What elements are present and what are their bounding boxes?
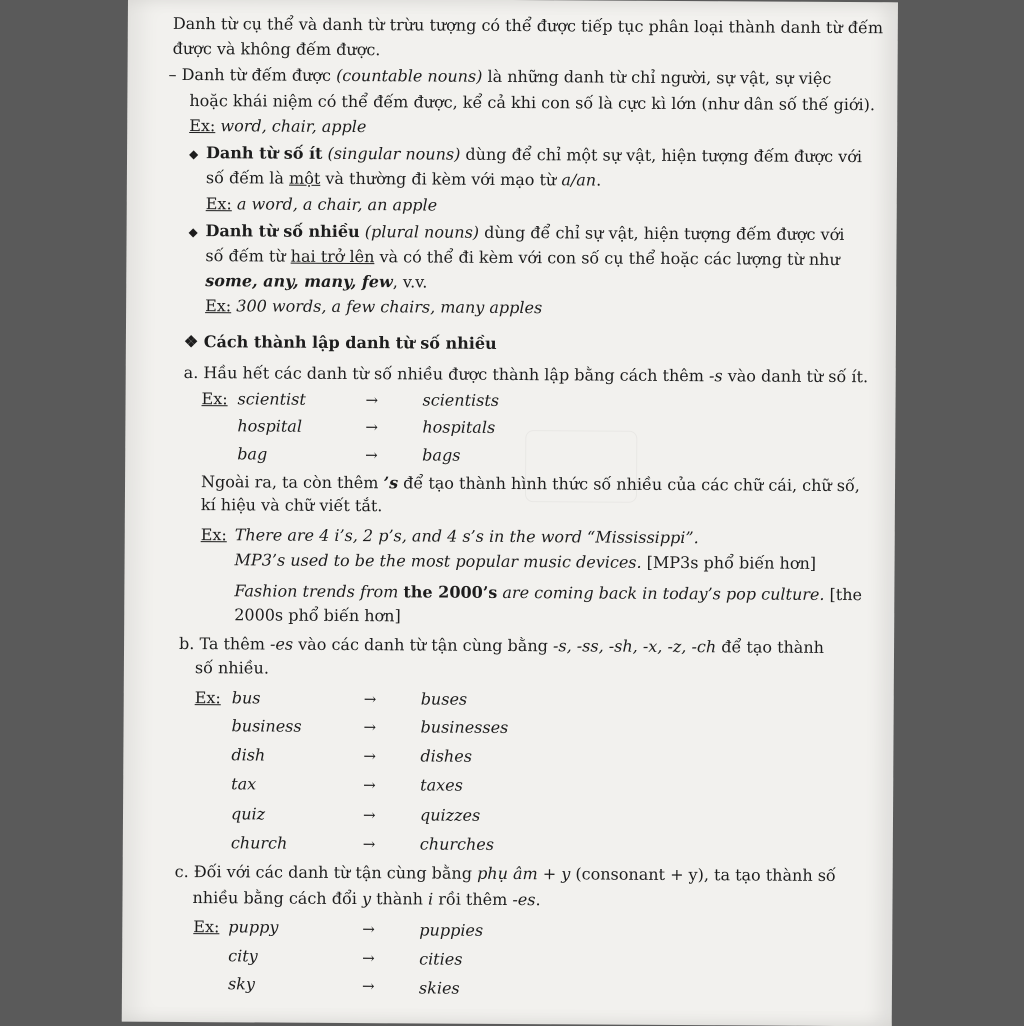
plural-desc2b: và có thể đi kèm với con số cụ thể hoặc các lượng từ như xyxy=(374,247,840,270)
intro-line-1: Danh từ cụ thể và danh từ trừu tượng có thể được tiếp tục phân loại thành danh từ đếm xyxy=(172,13,884,38)
plural-example xyxy=(205,296,542,318)
pair-singular: quiz xyxy=(230,804,266,824)
singular-line-2 xyxy=(206,168,601,190)
ex-label: Ex: xyxy=(205,296,232,316)
apostrophe-text1: Ngoài ra, ta còn thêm xyxy=(200,472,384,493)
countable-example xyxy=(189,116,366,137)
apostrophe-example-3 xyxy=(234,581,862,605)
rule-c-text2: (consonant + y), ta tạo thành số xyxy=(570,864,836,885)
countable-desc2: hoặc khái niệm có thể đếm được, kể cả khi con số là cực kì lớn (như dân số thế giới). xyxy=(189,91,876,115)
plural-quantifiers: some, any, many, few xyxy=(205,271,393,292)
pair-singular: city xyxy=(228,946,258,966)
rule-a-suffix: -s xyxy=(708,366,723,386)
countable-heading xyxy=(168,65,831,89)
rule-c-y: y xyxy=(361,889,372,909)
pair-singular: dish xyxy=(231,745,266,765)
pair-plural: churches xyxy=(419,834,495,854)
plural-line-2 xyxy=(205,246,840,270)
pair-singular: church xyxy=(230,833,288,853)
plural-line-1 xyxy=(206,221,845,245)
plural-desc2-underlined: hai trở lên xyxy=(290,246,375,267)
plural-english: (plural nouns) xyxy=(364,222,480,242)
rule-b-endings: -s, -ss, -sh, -x, -z, -ch xyxy=(552,636,717,657)
pair-plural: taxes xyxy=(420,775,463,795)
rule-a-text: a. Hầu hết các danh từ số nhiều được thành lập bằng cách thêm xyxy=(183,362,710,386)
rule-b-text2: vào các danh từ tận cùng bằng xyxy=(293,634,554,656)
singular-example xyxy=(206,194,437,215)
pair-singular: sky xyxy=(227,974,255,994)
arrow-icon: → xyxy=(365,446,378,465)
apostrophe-example-3a: Fashion trends from xyxy=(234,581,404,602)
pair-plural: cities xyxy=(419,949,463,969)
countable-english: (countable nouns) xyxy=(336,65,483,86)
bullet-icon: ◆ xyxy=(189,147,199,162)
intro-line-2: được và không đếm được. xyxy=(172,38,381,60)
arrow-icon: → xyxy=(363,747,377,766)
apostrophe-example-2-note: [MP3s phổ biến hơn] xyxy=(641,552,817,573)
countable-term: Danh từ đếm được xyxy=(181,64,332,85)
plural-desc1: dùng để chỉ sự vật, hiện tượng đếm được với xyxy=(484,222,845,245)
pair-singular: business xyxy=(231,716,302,736)
rule-c-pattern: phụ âm + y xyxy=(477,863,571,884)
rule-b-text1: b. Ta thêm xyxy=(179,633,271,654)
apostrophe-example-3c: are coming back in today’s pop culture. xyxy=(497,582,825,604)
arrow-icon: → xyxy=(362,806,376,825)
rule-b-line-2: số nhiều. xyxy=(194,658,270,678)
ex-label: Ex: xyxy=(193,917,220,937)
singular-desc2a: số đếm là xyxy=(205,168,290,188)
ex-label: Ex: xyxy=(200,525,227,545)
ex-label: Ex: xyxy=(201,389,228,409)
rule-b-text3: để tạo thành xyxy=(716,637,825,657)
singular-example-text: a word, a chair, an apple xyxy=(236,194,438,215)
arrow-icon: → xyxy=(363,718,377,737)
apostrophe-example-3-note-end: 2000s phổ biến hơn] xyxy=(234,605,401,626)
rule-c-text4: thành xyxy=(370,889,429,909)
pair-singular: puppy xyxy=(228,917,279,937)
singular-desc1: dùng để chỉ một sự vật, hiện tượng đếm được với xyxy=(465,144,863,167)
rule-c-end: . xyxy=(535,890,541,910)
pair-plural: dishes xyxy=(420,746,473,766)
singular-article: a/an xyxy=(561,170,597,190)
arrow-icon: → xyxy=(365,418,379,437)
arrow-icon: → xyxy=(362,835,376,854)
dash: – xyxy=(168,64,177,84)
countable-desc1: là những danh từ chỉ người, sự vật, sự việc xyxy=(487,66,832,88)
rule-c-line-2 xyxy=(192,888,540,910)
apostrophe-suffix: ’s xyxy=(383,473,399,493)
book-page xyxy=(122,0,898,1026)
singular-desc2b: và thường đi kèm với mạo từ xyxy=(320,168,562,190)
apostrophe-example-3-year: the 2000’s xyxy=(403,582,498,602)
pair-plural: buses xyxy=(420,689,468,709)
rule-a xyxy=(184,363,868,387)
pair-plural: hospitals xyxy=(422,417,496,437)
arrow-icon: → xyxy=(361,977,375,996)
ex-label: Ex: xyxy=(189,116,216,136)
singular-line-1 xyxy=(206,143,862,167)
apostrophe-example-1: There are 4 i’s, 2 p’s, and 4 s’s in the word “Mississippi”. xyxy=(234,525,699,548)
singular-english: (singular nouns) xyxy=(327,143,461,164)
plural-term: Danh từ số nhiều xyxy=(205,221,360,242)
singular-desc2-end: . xyxy=(596,170,602,190)
arrow-icon: → xyxy=(363,776,376,795)
pair-singular: tax xyxy=(231,774,257,794)
apostrophe-text1-end: để tạo thành hình thức số nhiều của các chữ cái, chữ số, xyxy=(398,473,860,496)
arrow-icon: → xyxy=(363,690,377,709)
ex-label: Ex: xyxy=(205,194,232,214)
section-heading: ❖ Cách thành lập danh từ số nhiều xyxy=(183,331,497,353)
apostrophe-line-2: kí hiệu và chữ viết tắt. xyxy=(200,495,383,516)
pair-singular: scientist xyxy=(237,389,306,409)
rule-b-suffix: -es xyxy=(269,634,294,654)
arrow-icon: → xyxy=(365,391,379,410)
pair-plural: businesses xyxy=(420,717,509,737)
rule-c-line-1 xyxy=(175,862,836,886)
rule-c-text3: nhiều bằng cách đổi xyxy=(192,888,363,909)
rule-c-text5: rồi thêm xyxy=(433,889,513,910)
bullet-icon: ◆ xyxy=(188,225,198,240)
rule-a-end: vào danh từ số ít. xyxy=(722,366,869,387)
apostrophe-line-1 xyxy=(201,472,860,496)
arrow-icon: → xyxy=(362,949,375,968)
pair-plural: bags xyxy=(422,445,461,465)
apostrophe-example-2 xyxy=(235,550,817,574)
apostrophe-example-2-text: MP3’s used to be the most popular music devices. xyxy=(234,550,642,572)
ex-label: Ex: xyxy=(194,688,221,708)
singular-desc2-underlined: một xyxy=(289,168,321,188)
pair-singular: bus xyxy=(231,688,261,708)
pair-singular: hospital xyxy=(237,416,303,436)
plural-desc3-end: , v.v. xyxy=(392,272,428,292)
rule-c-suffix: -es xyxy=(512,890,536,910)
rule-c-text1: c. Đối với các danh từ tận cùng bằng xyxy=(174,861,478,883)
pair-plural: scientists xyxy=(422,390,500,410)
plural-line-3 xyxy=(205,271,427,292)
singular-term: Danh từ số ít xyxy=(206,143,323,163)
rule-b-line-1 xyxy=(179,634,824,658)
apostrophe-example-3-note: [the xyxy=(824,584,863,605)
plural-example-text: 300 words, a few chairs, many apples xyxy=(236,296,543,318)
countable-example-text: word, chair, apple xyxy=(220,116,367,137)
arrow-icon: → xyxy=(362,920,375,939)
pair-plural: puppies xyxy=(419,920,484,940)
pair-plural: skies xyxy=(418,978,460,998)
plural-desc2a: số đếm từ xyxy=(205,246,291,266)
pair-singular: bag xyxy=(237,444,268,464)
pair-plural: quizzes xyxy=(419,805,481,825)
rule-c-i: i xyxy=(428,889,434,909)
